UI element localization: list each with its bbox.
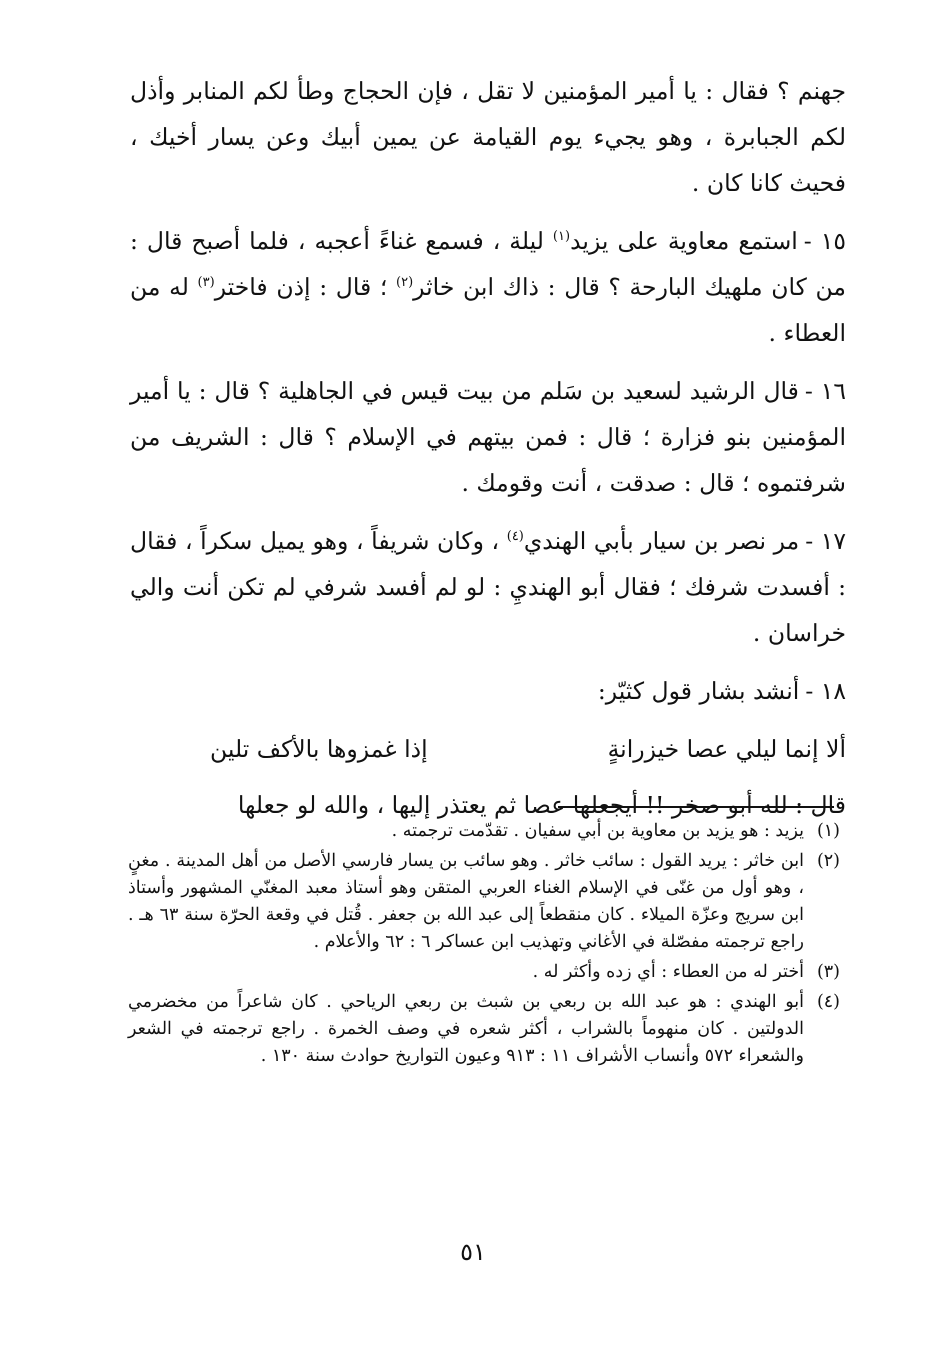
paragraph-number: ١٧ -: [805, 527, 846, 555]
footnote-number: (٢): [816, 851, 840, 871]
footnote-ref: (١): [552, 229, 571, 245]
verse-hemistich-second: إذا غمزوها بالأكف تلين: [210, 735, 428, 763]
paragraph-17: [130, 518, 846, 656]
footnote-2: [128, 848, 840, 956]
paragraph-text: استمع معاوية على يزيد: [570, 227, 798, 255]
footnote-ref: (٤): [506, 529, 524, 545]
footnote-3: [128, 959, 840, 986]
footnote-ref: (٣): [197, 275, 215, 291]
paragraph-text: مر نصر بن سيار بأبي الهندي: [523, 527, 800, 555]
paragraph-text: ، وكان شريفاً ، وهو يميل سكراً ، فقال : أفسدت شرفك ؛ فقال أبو الهنديِ : لو لم أفسد شرفي لم تكن أنت والي خراسان .: [130, 527, 846, 647]
footnote-number: (١): [816, 821, 840, 841]
footnote-number: (٣): [816, 962, 840, 982]
paragraph-15: [130, 218, 846, 356]
paragraph-number: ١٥ -: [803, 227, 846, 255]
verse-hemistich-first: ألا إنما ليلي عصا خيزرانةٍ: [607, 735, 846, 763]
poem-verse: [130, 726, 846, 772]
footnote-text: ابن خاثر : يريد القول : سائب خاثر . وهو سائب بن يسار فارسي الأصل من أهل المدينة . مغنٍ ، وهو أول من غنّى في الإسلام الغناء العربي المتقن وهو أستاذ معبد المغنّي المشهور وأستاذ ابن سريج وعزّة الميلاء . كان منقطعاً إلى عبد الله بن جعفر . قُتل في وقعة الحرّة سنة ٦٣ هـ . راجع ترجمته مفصّلة في الأغاني وتهذيب ابن عساكر ٦ : ٦٢ والأعلام .: [128, 851, 804, 952]
paragraph-text: ؛ قال : إذن فاختر: [214, 273, 397, 301]
paragraph-continuation: قال : لله أبو صخر !! أيجعلها عصا ثم يعتذر إليها ، والله لو جعلها: [237, 791, 846, 819]
paragraph-text: قال الرشيد لسعيد بن سَلم من بيت قيس في الجاهلية ؟ قال : يا أمير المؤمنين بنو فزارة ؛ قال : فمن بيتهم في الإسلام ؟ قال : الشريف من شرفتموه ؛ قال : صدقت ، أنت وقومك .: [130, 377, 846, 497]
main-text: [130, 68, 846, 828]
footnote-ref: (٢): [396, 275, 414, 291]
footnotes: [128, 818, 840, 1073]
footnote-text: أختر له من العطاء : أي زده وأكثر له .: [532, 962, 804, 982]
paragraph-text: أنشد بشار قول كثيّر:: [597, 677, 800, 705]
footnote-text: يزيد : هو يزيد بن معاوية بن أبي سفيان . تقدّمت ترجمته .: [391, 821, 804, 841]
paragraph-number: ١٦ -: [804, 377, 846, 405]
footnote-4: [128, 989, 840, 1070]
paragraph-text: ليلة ، فسمع غناءً أعجبه ، فلما أصبح قال : من كان ملهيك البارحة ؟ قال : ذاك ابن خاثر: [130, 227, 846, 301]
footnote-number: (٤): [816, 992, 840, 1012]
paragraph-18: [130, 668, 846, 714]
page-number: ٥١: [460, 1238, 486, 1266]
paragraph-number: ١٨ -: [805, 677, 846, 705]
paragraph-16: [130, 368, 846, 506]
paragraph-text: له من العطاء .: [130, 273, 846, 347]
footnote-1: [128, 818, 840, 845]
footnote-text: أبو الهندي : هو عبد الله بن ربعي بن شبث بن ربعي الرياحي . كان شاعراً من مخضرمي الدولتين . كان منهوماً بالشراب ، أكثر شعره في وصف الخمرة . راجع ترجمته في الشعر والشعراء ٥٧٢ وأنساب الأشراف ١١ : ٩١٣ وعيون التواريخ حوادث سنة ١٣٠ .: [128, 992, 804, 1066]
footnote-divider: [558, 806, 834, 808]
paragraph-intro: جهنم ؟ فقال : يا أمير المؤمنين لا تقل ، فإن الحجاج وطأ لكم المنابر وأذل لكم الجبابرة ، وهو يجيء يوم القيامة عن يمين أبيك وعن يسار أخيك ، فحيث كانا كان .: [130, 77, 846, 197]
